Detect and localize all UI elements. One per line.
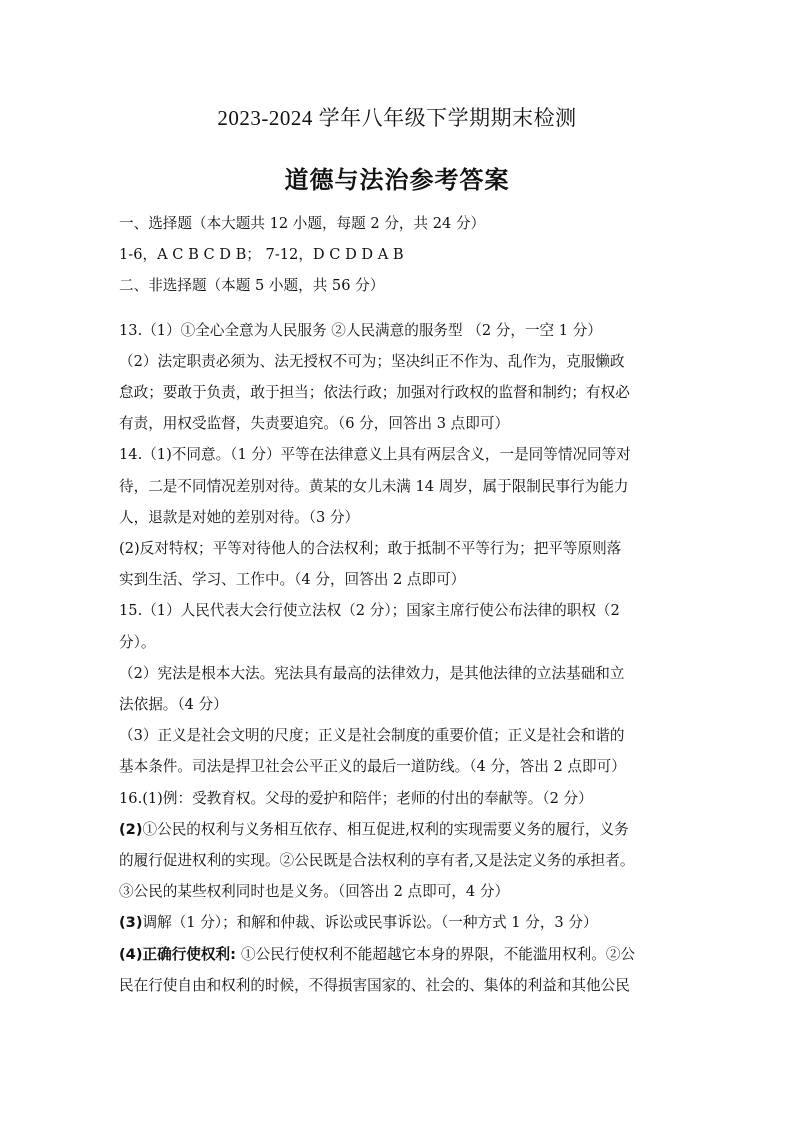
answer-line: 法依据。（4 分） bbox=[119, 696, 228, 714]
document-title: 2023-2024 学年八年级下学期期末检测 bbox=[217, 106, 577, 130]
document-subtitle: 道德与法治参考答案 bbox=[284, 168, 510, 194]
answer-line: 实到生活、学习、工作中。（4 分，回答出 2 点即可） bbox=[119, 571, 466, 589]
answer-line: (2)反对特权；平等对待他人的合法权利；敢于抵制不平等行为；把平等原则落 bbox=[119, 540, 622, 558]
answer-line: 民在行使自由和权利的时候，不得损害国家的、社会的、集体的利益和其他公民 bbox=[119, 976, 630, 994]
answer-line: 14.（1)不同意。（1 分）平等在法律意义上具有两层含义，一是同等情况同等对 bbox=[119, 446, 631, 464]
answer-text: ①公民行使权利不能超越它本身的界限，不能滥用权利。②公 bbox=[241, 945, 636, 963]
section-heading-choice: 一、选择题（本大题共 12 小题，每题 2 分，共 24 分） bbox=[119, 215, 486, 232]
answer-text: 调解（1 分）；和解和仲裁、诉讼或民事诉讼。（一种方式 1 分，3 分） bbox=[142, 914, 598, 932]
answer-text: ①公民的权利与义务相互依存、相互促进,权利的实现需要义务的履行，义务 bbox=[142, 820, 629, 838]
answer-line: （2）宪法是根本大法。宪法具有最高的法律效力，是其他法律的立法基础和立 bbox=[119, 664, 625, 682]
choice-answers: 1-6，A C B C D B； 7-12，D C D D A B bbox=[119, 246, 404, 264]
answer-line: 16.(1)例：受教育权。父母的爱护和陪伴；老师的付出的奉献等。（2 分） bbox=[119, 789, 593, 807]
answer-line: 怠政；要敢于负责，敢于担当；依法行政；加强对行政权的监督和制约；有权必 bbox=[119, 384, 630, 402]
answer-line: （3）正义是社会文明的尺度；正义是社会制度的重要价值；正义是社会和谐的 bbox=[119, 727, 625, 745]
answer-line: 13.（1）①全心全意为人民服务 ②人民满意的服务型 （2 分，一空 1 分） bbox=[119, 321, 602, 339]
answer-body bbox=[119, 208, 679, 1001]
answer-line: 基本条件。司法是捍卫社会公平正义的最后一道防线。（4 分，答出 2 点即可） bbox=[119, 758, 626, 776]
q16-3-label: (3) bbox=[119, 914, 143, 932]
answer-line: 待，二是不同情况差别对待。黄某的女儿未满 14 周岁，属于限制民事行为能力 bbox=[119, 477, 629, 495]
answer-line: (4)正确行使权利: ①公民行使权利不能超越它本身的界限，不能滥用权利。②公 bbox=[119, 945, 636, 963]
section-heading-nonchoice: 二、非选择题（本题 5 小题，共 56 分） bbox=[119, 277, 385, 295]
q16-4-heading: 正确行使权利 bbox=[142, 945, 231, 963]
answer-line bbox=[119, 907, 679, 938]
q16-4-label: (4) bbox=[119, 945, 143, 963]
answer-line: ③公民的某些权利同时也是义务。（回答出 2 点即可，4 分） bbox=[119, 883, 510, 901]
answer-line: （2）法定职责必须为、法无授权不可为；坚决纠正不作为、乱作为，克服懒政 bbox=[119, 352, 625, 370]
q16-2-label: (2) bbox=[119, 820, 143, 838]
answer-line: 15.（1）人民代表大会行使立法权（2 分）；国家主席行使公布法律的职权（2 bbox=[119, 602, 620, 620]
answer-line bbox=[119, 814, 679, 845]
answer-line: 人，退款是对她的差别对待。（3 分） bbox=[119, 508, 360, 526]
answer-line: 分）。 bbox=[119, 633, 156, 651]
answer-line: 的履行促进权利的实现。②公民既是合法权利的享有者,又是法定义务的承担者。 bbox=[119, 852, 635, 870]
answer-line: 有责，用权受监督，失责要追究。（6 分，回答出 3 点即可） bbox=[119, 415, 510, 433]
